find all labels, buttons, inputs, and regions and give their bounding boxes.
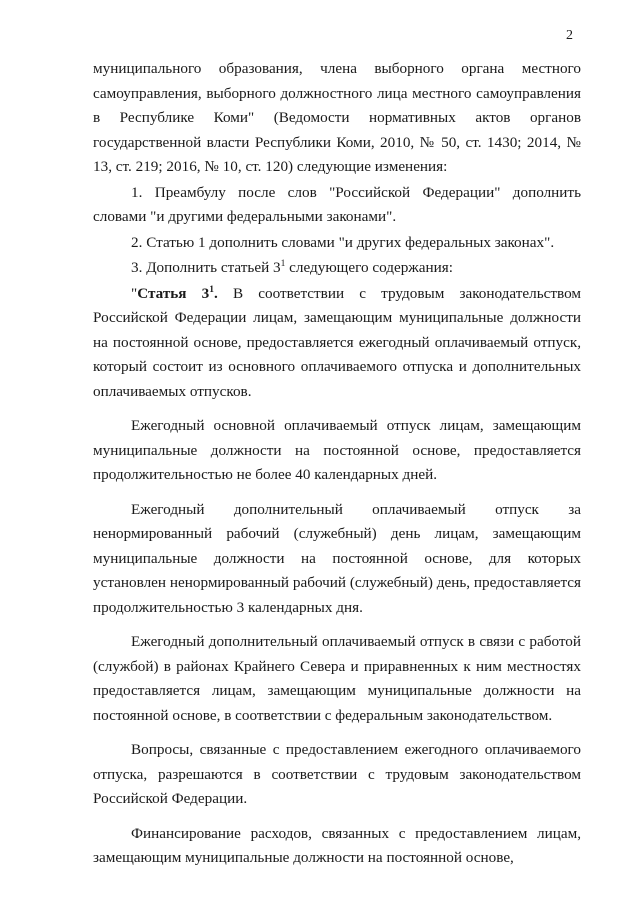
article-3-1-paragraph bbox=[93, 282, 581, 405]
basic-leave-paragraph: Ежегодный основной оплачиваемый отпуск лицам, замещающим муниципальные должности на постоянной основе, предоставляется продолжительностью не более 40 календарных дней. bbox=[93, 417, 581, 483]
item-3-text: 3. Дополнить статьей 3 bbox=[131, 259, 281, 276]
intro-paragraph: муниципального образования, члена выборного органа местного самоуправления, выборного должностного лица местного самоуправления в Республике Коми" (Ведомости нормативных актов органов государственной власти Республики Коми, 2010, № 50, ст. 1430; 2014, № 13, ст. 219; 2016, № 10, ст. 120) следующие изменения: bbox=[93, 60, 581, 175]
article-text: В соответствии с трудовым законодательством Российской Федерации лицам, замещающим муниципальные должности на постоянной основе, предоставляется ежегодный оплачиваемый отпуск, который состоит из основного оплачиваемого отпуска и дополнительных оплачиваемых отпусков. bbox=[93, 284, 581, 400]
article-title bbox=[137, 285, 218, 302]
labor-law-questions-paragraph: Вопросы, связанные с предоставлением ежегодного оплачиваемого отпуска, разрешаются в соответствии с трудовым законодательством Российской Федерации. bbox=[93, 741, 581, 807]
page-number: 2 bbox=[566, 28, 573, 43]
article-open-quote: " bbox=[131, 284, 138, 302]
article-title-dot: . bbox=[214, 284, 218, 302]
article-superscript: 1 bbox=[209, 284, 215, 295]
far-north-leave-paragraph: Ежегодный дополнительный оплачиваемый отпуск в связи с работой (службой) в районах Крайнего Севера и приравненных к ним местностях предоставляется лицам, замещающим муниципальные должности на постоянной основе, в соответствии с федеральным законодательством. bbox=[93, 633, 581, 724]
amendment-item-1: 1. Преамбулу после слов "Российской Федерации" дополнить словами "и другими федеральными законами". bbox=[93, 183, 581, 225]
item-3-text-end: следующего содержания: bbox=[285, 259, 453, 276]
item-3-superscript: 1 bbox=[280, 259, 286, 269]
document-body bbox=[93, 51, 581, 871]
financing-paragraph: Финансирование расходов, связанных с предоставлением лицам, замещающим муниципальные должности на постоянной основе, bbox=[93, 824, 581, 866]
article-label: Статья 3 bbox=[137, 284, 210, 302]
irregular-day-leave-paragraph: Ежегодный дополнительный оплачиваемый отпуск за ненормированный рабочий (служебный) день лицам, замещающим муниципальные должности на постоянной основе, для которых установлен ненормированный рабочий (служебный) день, предоставляется продолжительностью 3 календарных дня. bbox=[93, 500, 581, 616]
amendment-item-2: 2. Статью 1 дополнить словами "и других федеральных законах". bbox=[131, 233, 555, 251]
amendment-item-3 bbox=[93, 256, 581, 281]
